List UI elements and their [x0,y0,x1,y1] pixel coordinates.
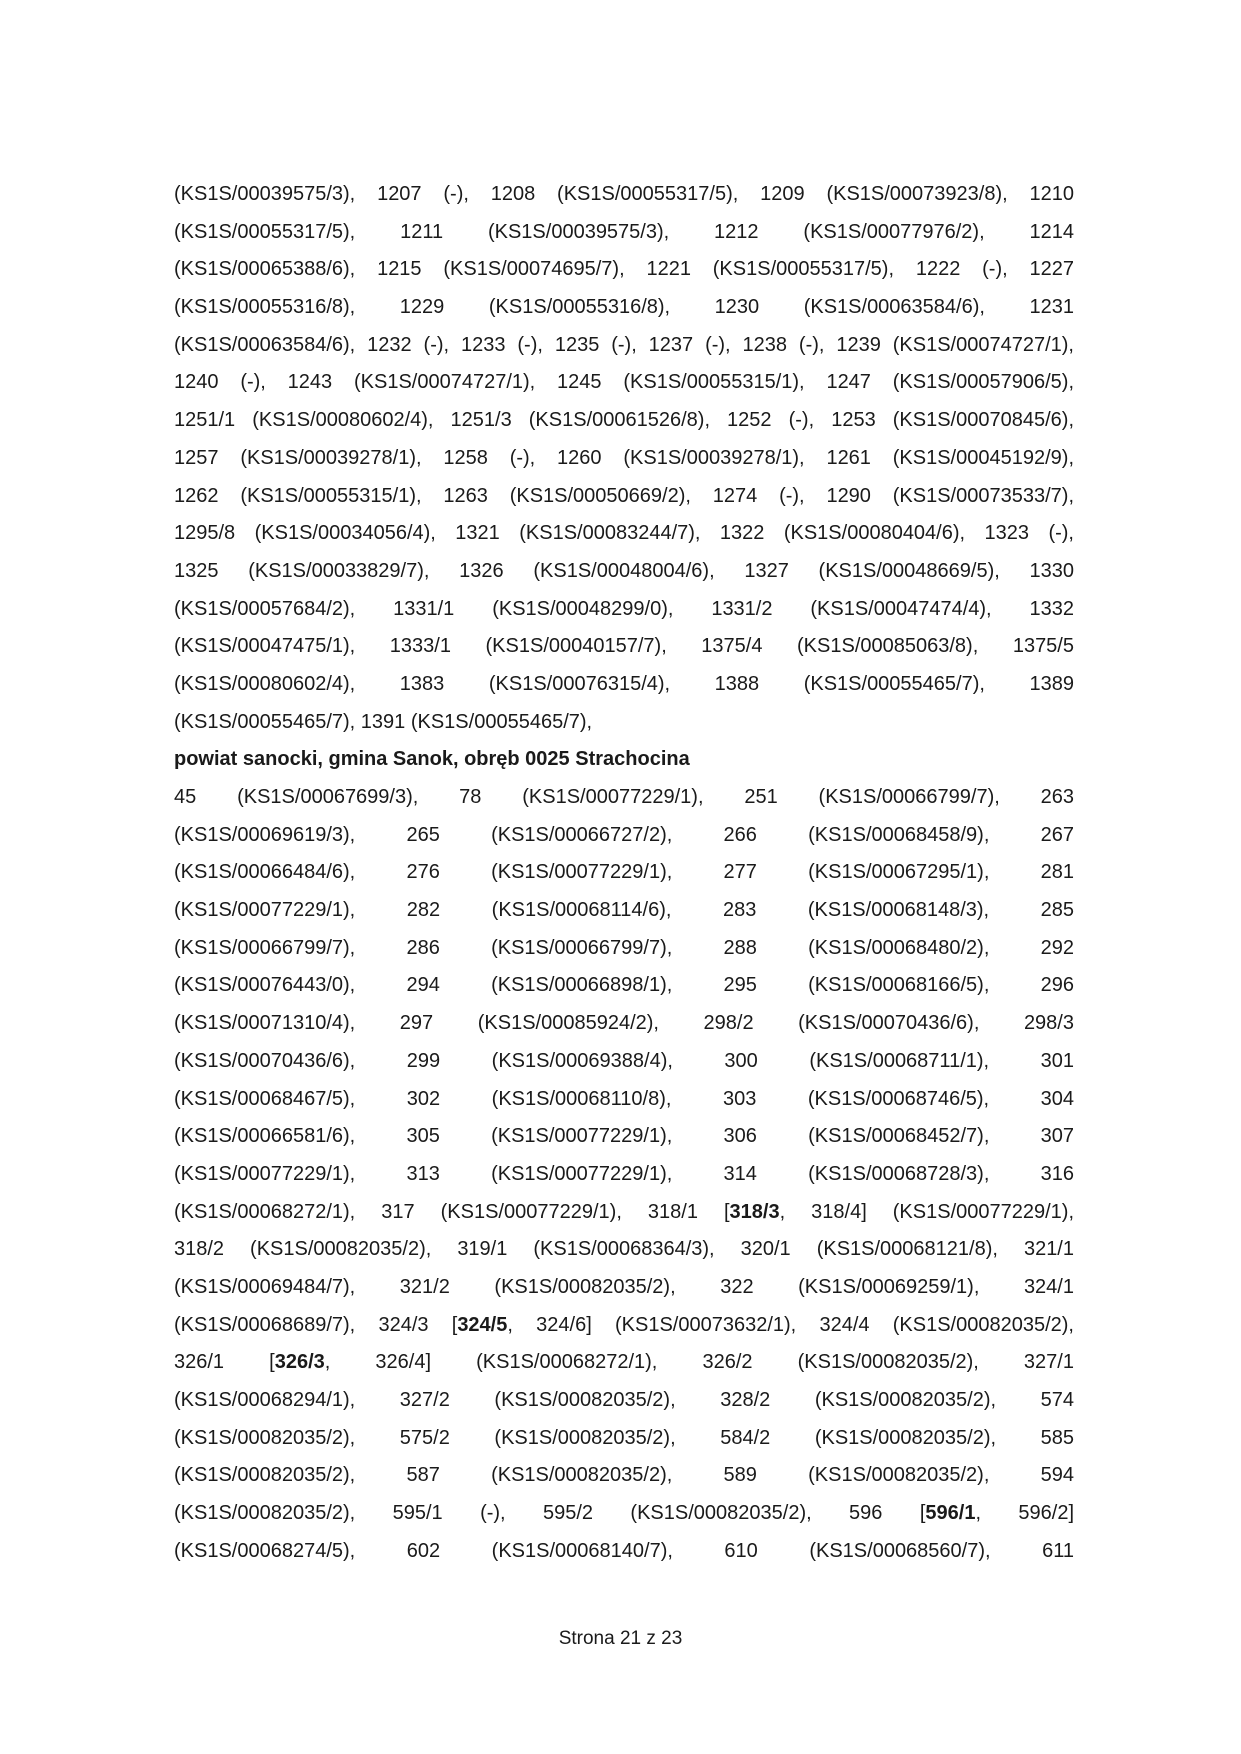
text-line [174,1307,1074,1345]
bold-parcel-number: 596/1 [925,1502,976,1525]
text-line: (KS1S/00066581/6), 305 (KS1S/00077229/1), 306 (KS1S/00068452/7), 307 [174,1125,1074,1148]
text-fragment: , 324/6] (KS1S/00073632/1), 324/4 (KS1S/00082035/2), [507,1313,1074,1336]
bold-parcel-number: 318/3 [729,1200,780,1223]
text-line: (KS1S/00057684/2), 1331/1 (KS1S/00048299/0), 1331/2 (KS1S/00047474/4), 1332 [174,597,1074,620]
text-line: (KS1S/00065388/6), 1215 (KS1S/00074695/7), 1221 (KS1S/00055317/5), 1222 (-), 1227 [174,258,1074,281]
text-line: 318/2 (KS1S/00082035/2), 319/1 (KS1S/00068364/3), 320/1 (KS1S/00068121/8), 321/1 [174,1238,1074,1261]
text-line: (KS1S/00047475/1), 1333/1 (KS1S/00040157/7), 1375/4 (KS1S/00085063/8), 1375/5 [174,635,1074,658]
text-fragment: , 318/4] (KS1S/00077229/1), [779,1200,1075,1223]
text-line: (KS1S/00069619/3), 265 (KS1S/00066727/2), 266 (KS1S/00068458/9), 267 [174,823,1074,846]
text-line: (KS1S/00070436/6), 299 (KS1S/00069388/4), 300 (KS1S/00068711/1), 301 [174,1049,1074,1072]
text-line: (KS1S/00063584/6), 1232 (-), 1233 (-), 1235 (-), 1237 (-), 1238 (-), 1239 (KS1S/00074727/1), [174,333,1074,356]
text-line [174,1495,1074,1533]
text-line: 45 (KS1S/00067699/3), 78 (KS1S/00077229/1), 251 (KS1S/00066799/7), 263 [174,786,1074,808]
text-line: (KS1S/00077229/1), 282 (KS1S/00068114/6), 283 (KS1S/00068148/3), 285 [174,899,1074,922]
bold-parcel-number: 324/5 [457,1313,508,1336]
text-line: (KS1S/00066799/7), 286 (KS1S/00066799/7), 288 (KS1S/00068480/2), 292 [174,936,1074,959]
text-line: 1325 (KS1S/00033829/7), 1326 (KS1S/00048004/6), 1327 (KS1S/00048669/5), 1330 [174,559,1074,582]
text-line: (KS1S/00077229/1), 313 (KS1S/00077229/1), 314 (KS1S/00068728/3), 316 [174,1162,1074,1185]
text-line: 1295/8 (KS1S/00034056/4), 1321 (KS1S/00083244/7), 1322 (KS1S/00080404/6), 1323 (-), [174,522,1074,545]
document-body [174,176,1074,1570]
text-fragment: , 596/2] [975,1502,1075,1525]
text-line: 1262 (KS1S/00055315/1), 1263 (KS1S/00050669/2), 1274 (-), 1290 (KS1S/00073533/7), [174,484,1074,507]
text-line: (KS1S/00039575/3), 1207 (-), 1208 (KS1S/00055317/5), 1209 (KS1S/00073923/8), 1210 [174,183,1074,205]
text-line: 1240 (-), 1243 (KS1S/00074727/1), 1245 (KS1S/00055315/1), 1247 (KS1S/00057906/5), [174,371,1074,394]
text-fragment: 326/1 [ [174,1351,275,1374]
text-line: (KS1S/00068294/1), 327/2 (KS1S/00082035/2), 328/2 (KS1S/00082035/2), 574 [174,1389,1074,1411]
text-line: (KS1S/00068467/5), 302 (KS1S/00068110/8), 303 (KS1S/00068746/5), 304 [174,1087,1074,1110]
text-line: (KS1S/00082035/2), 587 (KS1S/00082035/2), 589 (KS1S/00082035/2), 594 [174,1464,1074,1487]
text-line: 1251/1 (KS1S/00080602/4), 1251/3 (KS1S/00061526/8), 1252 (-), 1253 (KS1S/00070845/6), [174,409,1074,432]
text-line: (KS1S/00055317/5), 1211 (KS1S/00039575/3), 1212 (KS1S/00077976/2), 1214 [174,220,1074,243]
text-line: (KS1S/00080602/4), 1383 (KS1S/00076315/4), 1388 (KS1S/00055465/7), 1389 [174,672,1074,695]
text-fragment: (KS1S/00068689/7), 324/3 [ [174,1313,458,1336]
text-line: (KS1S/00055316/8), 1229 (KS1S/00055316/8), 1230 (KS1S/00063584/6), 1231 [174,296,1074,319]
text-line [174,1344,1074,1382]
text-line: 1257 (KS1S/00039278/1), 1258 (-), 1260 (KS1S/00039278/1), 1261 (KS1S/00045192/9), [174,446,1074,469]
text-fragment: (KS1S/00082035/2), 595/1 (-), 595/2 (KS1S/00082035/2), 596 [ [174,1502,926,1525]
text-line: (KS1S/00069484/7), 321/2 (KS1S/00082035/2), 322 (KS1S/00069259/1), 324/1 [174,1275,1074,1298]
text-line: (KS1S/00082035/2), 575/2 (KS1S/00082035/2), 584/2 (KS1S/00082035/2), 585 [174,1426,1074,1449]
bold-parcel-number: 326/3 [274,1351,325,1374]
text-line: (KS1S/00055465/7), 1391 (KS1S/00055465/7), [174,710,593,733]
text-line: (KS1S/00071310/4), 297 (KS1S/00085924/2), 298/2 (KS1S/00070436/6), 298/3 [174,1012,1074,1035]
page-footer: Strona 21 z 23 [558,1628,683,1649]
section-heading: powiat sanocki, gmina Sanok, obręb 0025 Strachocina [174,748,690,771]
text-line: (KS1S/00068274/5), 602 (KS1S/00068140/7), 610 (KS1S/00068560/7), 611 [174,1539,1074,1562]
text-fragment: (KS1S/00068272/1), 317 (KS1S/00077229/1), 318/1 [ [174,1200,730,1223]
text-line [174,1194,1074,1232]
text-fragment: , 326/4] (KS1S/00068272/1), 326/2 (KS1S/00082035/2), 327/1 [324,1351,1074,1374]
text-line: (KS1S/00066484/6), 276 (KS1S/00077229/1), 277 (KS1S/00067295/1), 281 [174,861,1074,884]
text-line: (KS1S/00076443/0), 294 (KS1S/00066898/1), 295 (KS1S/00068166/5), 296 [174,974,1074,997]
